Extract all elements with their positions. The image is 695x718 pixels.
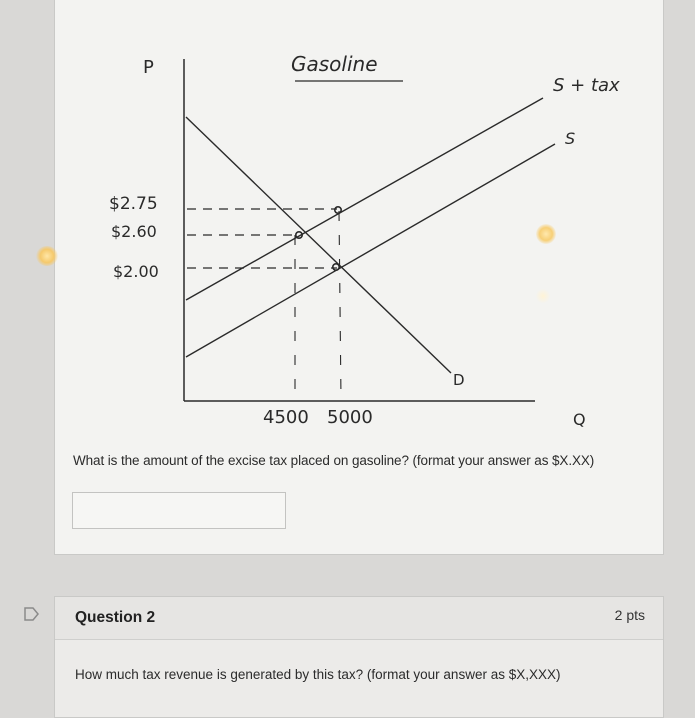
supply-plus-tax-curve bbox=[186, 98, 543, 300]
price-label-200: $2.00 bbox=[113, 262, 159, 281]
y-axis-label: P bbox=[143, 57, 154, 78]
price-label-260: $2.60 bbox=[111, 222, 157, 241]
light-glare bbox=[36, 246, 58, 266]
quantity-label-5000: 5000 bbox=[327, 407, 373, 428]
question-2-text: How much tax revenue is generated by this tax? (format your answer as $X,XXX) bbox=[75, 667, 561, 682]
light-glare bbox=[536, 224, 556, 244]
quantity-guide-5000 bbox=[339, 211, 341, 399]
question-2-title: Question 2 bbox=[75, 609, 156, 626]
demand-label: D bbox=[453, 371, 465, 389]
quantity-label-4500: 4500 bbox=[263, 407, 309, 428]
question-2-header bbox=[55, 597, 663, 640]
supply-curve bbox=[186, 144, 555, 357]
point-original-equilibrium bbox=[333, 264, 339, 270]
question-1-text: What is the amount of the excise tax placed on gasoline? (format your answer as $X.XX) bbox=[73, 453, 595, 468]
flag-question-icon[interactable] bbox=[24, 607, 40, 621]
answer-input[interactable] bbox=[72, 492, 286, 529]
supply-demand-graph bbox=[55, 0, 663, 449]
price-label-275: $2.75 bbox=[109, 194, 158, 214]
x-axis-label: Q bbox=[573, 410, 586, 429]
light-glare bbox=[536, 289, 550, 303]
graph-title: Gasoline bbox=[291, 52, 378, 76]
question-1-card bbox=[54, 0, 664, 555]
point-tax-equilibrium bbox=[335, 207, 341, 213]
supply-label: S bbox=[565, 129, 576, 148]
supply-tax-label: S + tax bbox=[553, 75, 620, 96]
question-2-points: 2 pts bbox=[614, 607, 645, 623]
